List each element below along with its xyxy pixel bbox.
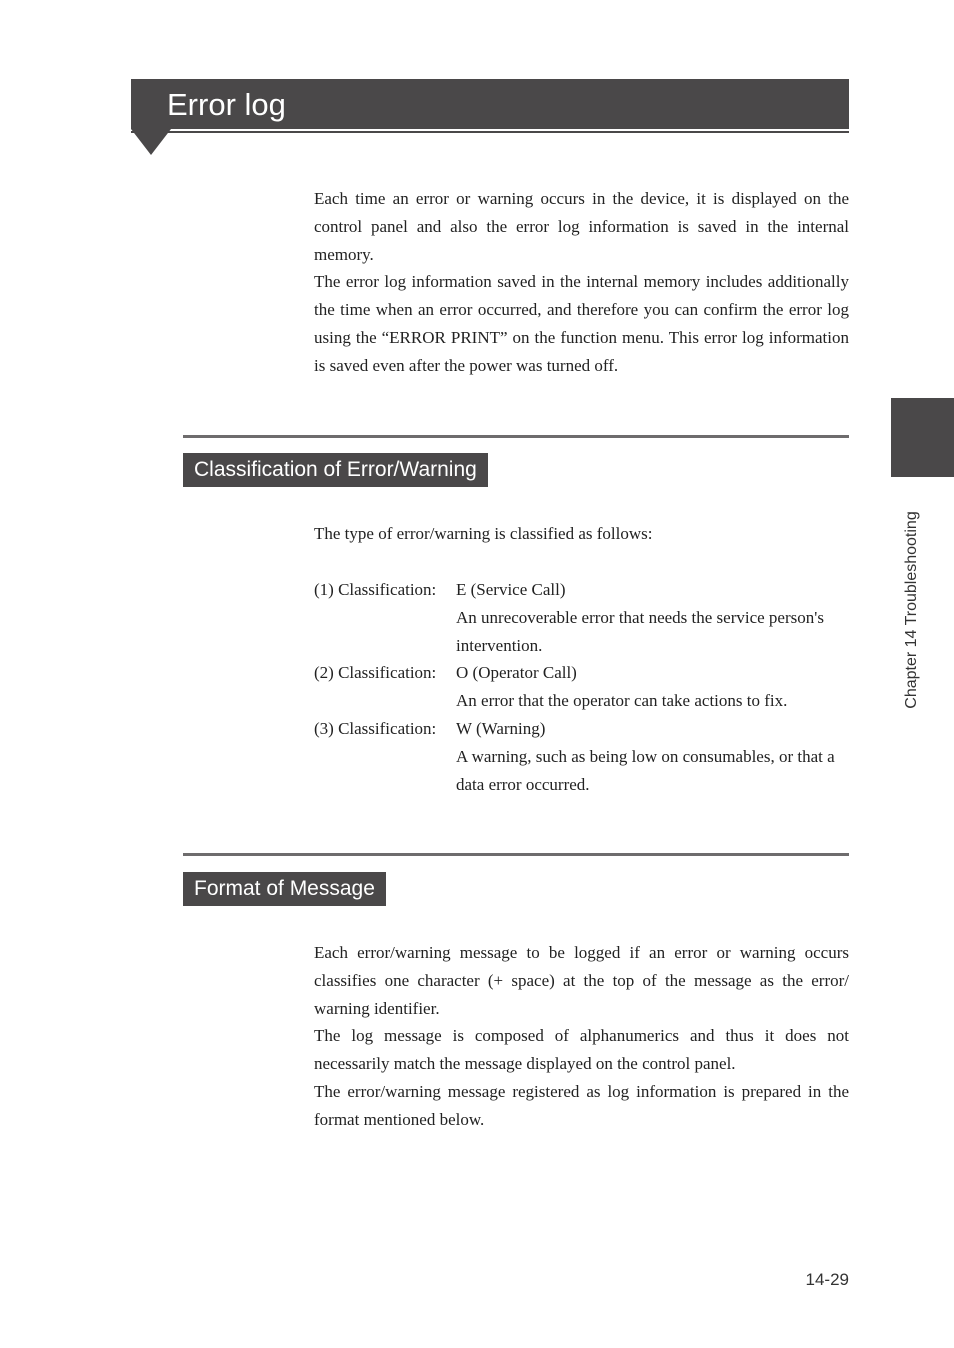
title-underline <box>131 131 849 133</box>
classification-desc: A warning, such as being low on consumables, or that a data error occurred. <box>456 746 835 794</box>
classification-type: O (Operator Call) <box>456 663 577 683</box>
section-heading-format: Format of Message <box>183 872 386 906</box>
section-heading-classification: Classification of Error/Warning <box>183 453 488 487</box>
classification-label: (1) Classification: <box>314 580 437 599</box>
page-title: Error log <box>167 87 286 122</box>
intro-paragraph: The error log information saved in the internal memory includes additionally the time when an error occurred, and therefore you can confirm the error log using the “ERROR PRINT” on the function menu. This error log information is saved even after the power was turned off. <box>314 272 849 375</box>
classification-type: E (Service Call) <box>456 580 566 599</box>
classification-type: W (Warning) <box>456 718 546 738</box>
format-paragraph: The error/warning message registered as log information is prepared in the format mentioned below. <box>314 1081 849 1129</box>
format-paragraph: Each error/warning message to be logged if an error or warning occurs classifies one character (+ space) at the top of the message as the error/ warning identifier. <box>314 943 849 1018</box>
format-paragraph: The log message is composed of alphanumerics and thus it does not necessarily match the message displayed on the control panel. <box>314 1026 849 1074</box>
classification-lead <box>314 520 849 548</box>
intro-text <box>314 185 849 380</box>
intro-paragraph: Each time an error or warning occurs in the device, it is displayed on the control panel and also the error log information is saved in the internal memory. <box>314 189 849 264</box>
classification-lead-text: The type of error/warning is classified as follows: <box>314 524 653 543</box>
chapter-tab <box>891 398 954 477</box>
classification-item <box>314 659 849 715</box>
page-number: 14-29 <box>805 1270 849 1289</box>
title-notch <box>131 129 171 155</box>
classification-list <box>314 576 849 798</box>
classification-item <box>314 576 849 659</box>
format-text <box>314 939 849 1134</box>
classification-label: (2) Classification: <box>314 663 437 683</box>
title-banner <box>131 79 849 129</box>
section-rule-classification <box>183 435 849 438</box>
classification-desc: An error that the operator can take actions to fix. <box>456 691 788 711</box>
chapter-label: Chapter 14 Troubleshooting <box>903 511 920 709</box>
section-rule-format <box>183 853 849 856</box>
classification-desc: An unrecoverable error that needs the service person's intervention. <box>456 607 824 655</box>
classification-item <box>314 715 849 798</box>
classification-label: (3) Classification: <box>314 718 437 738</box>
